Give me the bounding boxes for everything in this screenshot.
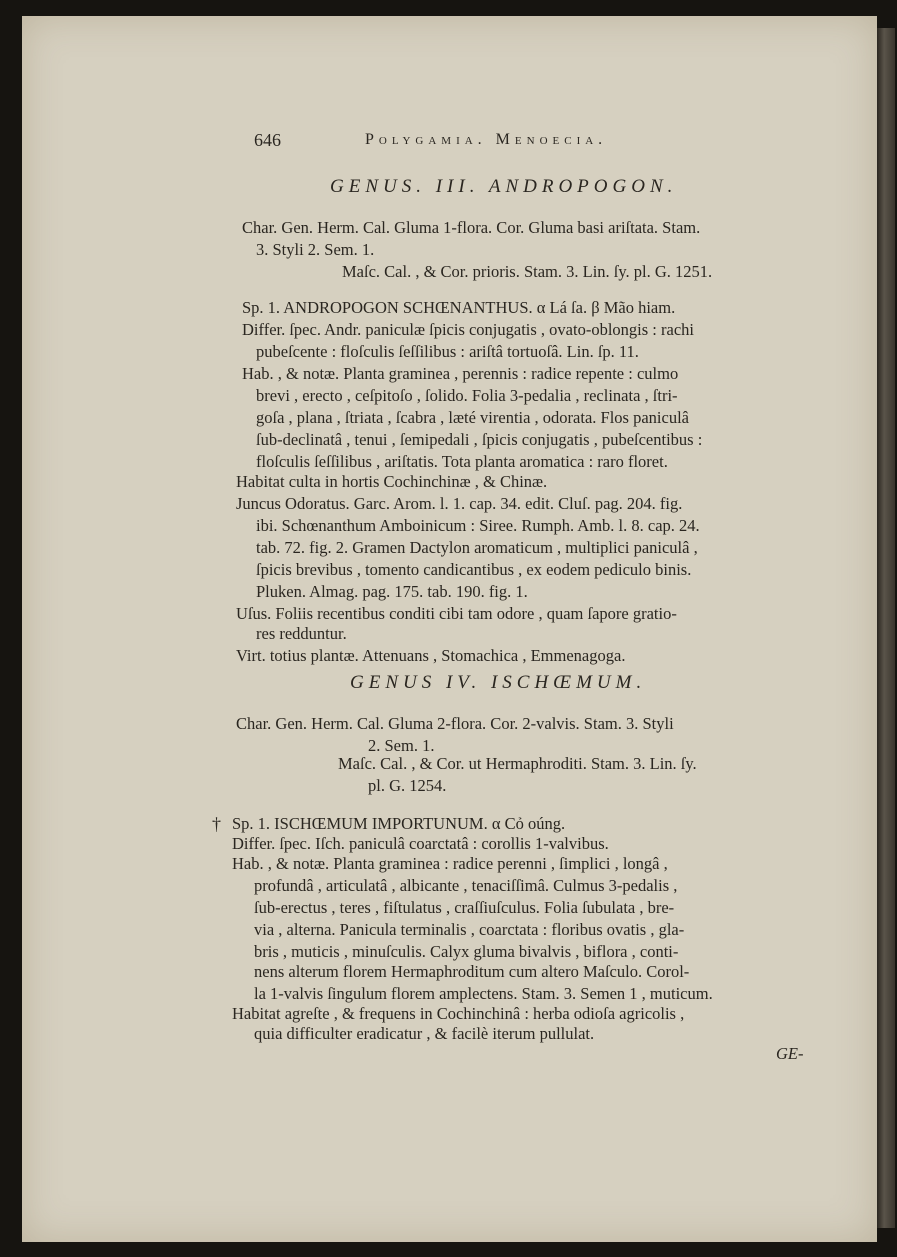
genus4-species-line: la 1-valvis ſingulum florem amplectens. Stam. 3. Semen 1 , muticum. bbox=[254, 984, 713, 1003]
genus4-species-line: nens alterum florem Hermaphroditum cum altero Maſculo. Corol- bbox=[254, 962, 690, 981]
genus3-species-line: Sp. 1. ANDROPOGON SCHŒNANTHUS. α Lá ſa. β Mão hiam. bbox=[242, 298, 676, 317]
genus3-species-line: Habitat culta in hortis Cochinchinæ , & Chinæ. bbox=[236, 472, 548, 491]
genus3-species-line: ibi. Schœnanthum Amboinicum : Siree. Rumph. Amb. l. 8. cap. 24. bbox=[256, 516, 700, 535]
genus4-species-line: ſub-erectus , teres , fiſtulatus , craſſiuſculus. Folia ſubulata , bre- bbox=[254, 898, 675, 917]
genus4-char-line: Char. Gen. Herm. Cal. Gluma 2-flora. Cor. 2-valvis. Stam. 3. Styli bbox=[236, 714, 674, 733]
genus4-species-line: via , alterna. Panicula terminalis , coarctata : floribus ovatis , gla- bbox=[254, 920, 685, 939]
page-number: 646 bbox=[254, 130, 281, 150]
genus4-char-line: pl. G. 1254. bbox=[368, 776, 447, 795]
genus4-species-line: Hab. , & notæ. Planta graminea : radice perenni , ſimplici , longâ , bbox=[232, 854, 668, 873]
genus4-species-line: Habitat agreſte , & frequens in Cochinchinâ : herba odioſa agricolis , bbox=[232, 1004, 685, 1023]
genus4-char-line: 2. Sem. 1. bbox=[368, 736, 435, 755]
genus4-species-line: Sp. 1. ISCHŒMUM IMPORTUNUM. α Cỏ oúng. bbox=[232, 814, 566, 833]
genus3-char-line: Maſc. Cal. , & Cor. prioris. Stam. 3. Lin. ſy. pl. G. 1251. bbox=[342, 262, 713, 281]
genus3-species-line: Uſus. Foliis recentibus conditi cibi tam odore , quam ſapore gratio- bbox=[236, 604, 677, 623]
genus3-species-line: tab. 72. fig. 2. Gramen Dactylon aromaticum , multiplici paniculâ , bbox=[256, 538, 698, 557]
catchword: GE- bbox=[776, 1044, 804, 1063]
genus3-species-line: Virt. totius plantæ. Attenuans , Stomachica , Emmenagoga. bbox=[236, 646, 626, 665]
genus4-title: GENUS IV. ISCHŒMUM. bbox=[350, 672, 647, 693]
genus4-species-line: quia difficulter eradicatur , & facilè iterum pullulat. bbox=[254, 1024, 595, 1043]
genus3-species-line: Pluken. Almag. pag. 175. tab. 190. fig. 1. bbox=[256, 582, 528, 601]
genus3-species-line: Hab. , & notæ. Planta graminea , perennis : radice repente : culmo bbox=[242, 364, 679, 383]
genus3-species-line: ſub-declinatâ , tenui , ſemipedali , ſpicis conjugatis , pubeſcentibus : bbox=[256, 430, 703, 449]
running-head: Polygamia. Menoecia. bbox=[365, 131, 608, 148]
genus3-species-line: brevi , erecto , ceſpitoſo , ſolido. Folia 3-pedalia , reclinata , ſtri- bbox=[256, 386, 678, 405]
genus3-species-line: floſculis ſeſſilibus , ariſtatis. Tota planta aromatica : raro floret. bbox=[256, 452, 668, 471]
genus4-species-line: Differ. ſpec. Iſch. paniculâ coarctatâ : corollis 1-valvibus. bbox=[232, 834, 609, 853]
genus4-char-line: Maſc. Cal. , & Cor. ut Hermaphroditi. Stam. 3. Lin. ſy. bbox=[338, 754, 697, 773]
genus3-species-line: pubeſcente : floſculis ſeſſilibus : ariſtâ tortuoſâ. Lin. ſp. 11. bbox=[256, 342, 639, 361]
genus3-char-line: Char. Gen. Herm. Cal. Gluma 1-flora. Cor. Gluma basi ariſtata. Stam. bbox=[242, 218, 701, 237]
genus3-species-line: res redduntur. bbox=[256, 624, 347, 643]
genus4-species-line: profundâ , articulatâ , albicante , tenaciſſimâ. Culmus 3-pedalis , bbox=[254, 876, 678, 895]
dagger-mark: † bbox=[212, 814, 221, 834]
genus3-species-line: Juncus Odoratus. Garc. Arom. l. 1. cap. 34. edit. Cluſ. pag. 204. fig. bbox=[236, 494, 683, 513]
genus3-title: GENUS. III. ANDROPOGON. bbox=[330, 176, 678, 197]
genus3-species-line: Differ. ſpec. Andr. paniculæ ſpicis conjugatis , ovato-oblongis : rachi bbox=[242, 320, 694, 339]
genus3-species-line: goſa , plana , ſtriata , ſcabra , læté virentia , odorata. Flos paniculâ bbox=[256, 408, 689, 427]
genus4-species-line: bris , muticis , minuſculis. Calyx gluma bivalvis , biflora , conti- bbox=[254, 942, 679, 961]
genus3-char-line: 3. Styli 2. Sem. 1. bbox=[256, 240, 375, 259]
genus3-species-line: ſpicis brevibus , tomento candicantibus , ex eodem pediculo binis. bbox=[256, 560, 692, 579]
